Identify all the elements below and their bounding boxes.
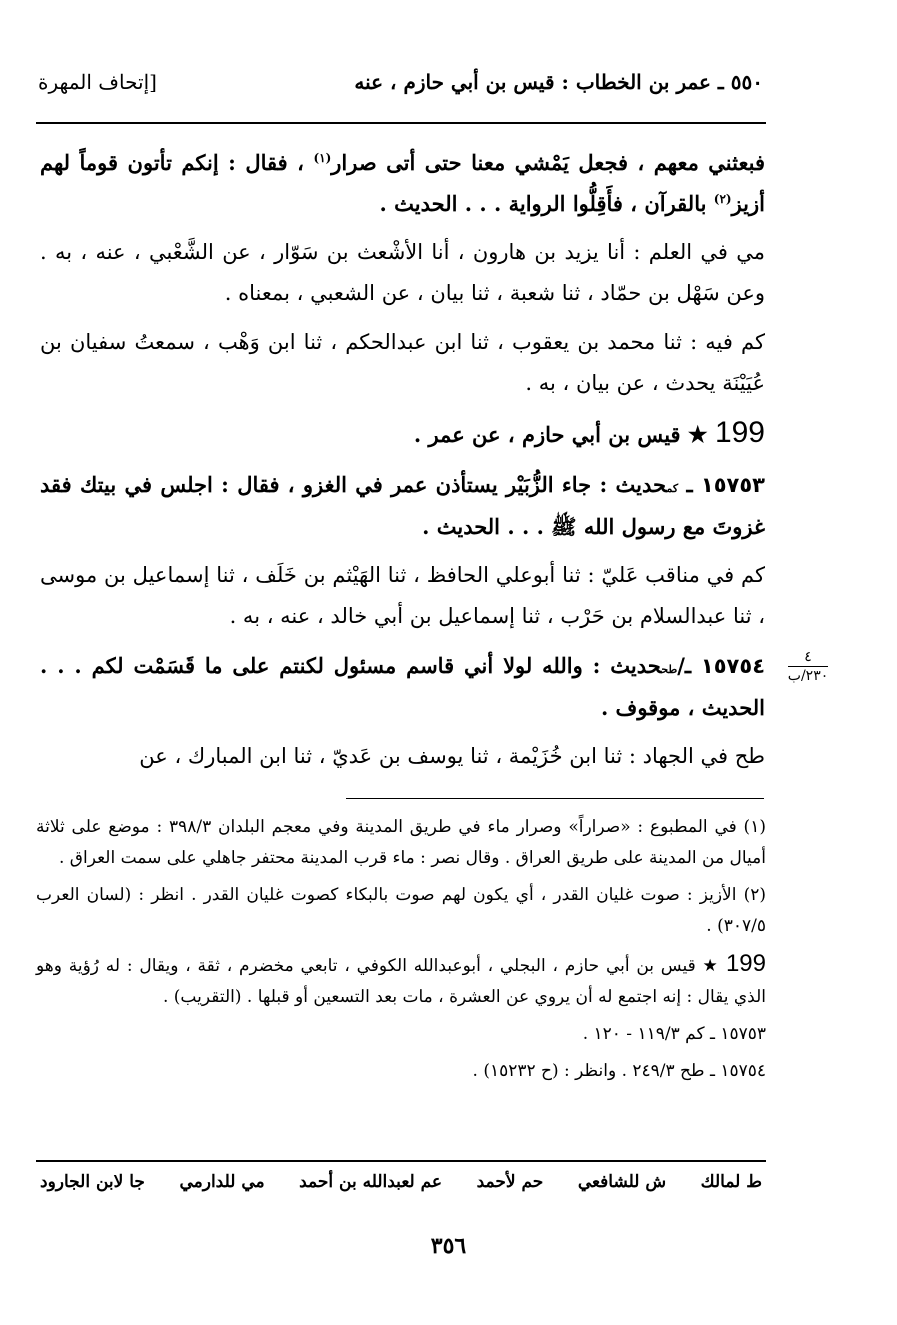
hadith-number: ١٥٧٥٣: [700, 473, 765, 497]
source-marker: طح: [661, 663, 678, 676]
margin-folio: ٢٣٠/ب: [787, 668, 829, 684]
margin-volume: ٤: [788, 648, 828, 667]
legend-item: عم لعبدالله بن أحمد: [299, 1172, 443, 1192]
book-name: [إتحاف المهرة: [38, 70, 157, 94]
hadith-15753: ١٥٧٥٣ ـ كمحديث : جاء الزُّبَيْر يستأذن عمر في الغزو ، فقال : اجلس في بيتك فقد غزوتَ مع رسول الله ﷺ . . . الحديث .: [40, 472, 765, 539]
footnote-ref-1: (١): [313, 151, 332, 165]
hadith-15754: ١٥٧٥٤ ـ/طححديث : والله لولا أني قاسم مسئول لكنتم على ما قَسَمْت لكم . . . الحديث ، موقوف .: [40, 653, 766, 720]
legend-item: جا لابن الجارود: [40, 1172, 145, 1192]
legend-item: مي للدارمي: [179, 1172, 265, 1192]
paragraph-1: فبعثني معهم ، فجعل يَمْشي معنا حتى أتى صرار$^{(١)}$ ، فقال : إنكم تأتون قوماً لهم أزيز$^{(٢)}$ بالقرآن ، فأَقِلُّوا الرواية . . . الحديث .: [40, 150, 765, 216]
legend-item: حم لأحمد: [476, 1172, 544, 1192]
page-number: ٣٥٦: [430, 1233, 467, 1259]
header-rule: [36, 122, 766, 124]
narrator-number: 199: [714, 416, 765, 449]
legend-rule: [36, 1160, 766, 1162]
running-title: ٥٥٠ ـ عمر بن الخطاب : قيس بن أبي حازم ، عنه: [354, 70, 763, 94]
heading-narrator: 199 ★ قيس بن أبي حازم ، عن عمر .: [413, 416, 765, 449]
page-header: [38, 70, 763, 106]
paragraph-3: كم فيه : ثنا محمد بن يعقوب ، ثنا ابن عبدالحكم ، ثنا ابن وَهْب ، سمعتُ سفيان بن عُيَيْنَة يحدث ، عن بيان ، به .: [40, 330, 765, 395]
footnote-2: (٢) الأزيز : صوت غليان القدر ، أي يكون لهم صوت بالبكاء كصوت غليان القدر . انظر : (لسان العرب ٣٠٧/٥) .: [36, 885, 766, 936]
source-marker: كم: [666, 482, 679, 495]
footnote-3: 199 ★ قيس بن أبي حازم ، البجلي ، أبوعبدالله الكوفي ، تابعي مخضرم ، ثقة ، ويقال : له رُؤية وهو الذي يقال : إنه اجتمع له أن يروي عن العشرة ، مات بعد التسعين أو قبلها . (التقريب) .: [36, 950, 766, 1007]
footnote-ref-2: (٢): [713, 192, 732, 206]
footnotes: [36, 812, 766, 1093]
paragraph-2: مي في العلم : أنا يزيد بن هارون ، أنا الأشْعث بن سَوّار ، عن الشَّعْبي ، عنه ، به . وعن سَهْل بن حمّاد ، ثنا شعبة ، ثنا بيان ، عن الشعبي ، بمعناه .: [40, 240, 765, 305]
narrator-number: 199: [725, 950, 766, 977]
margin-folio-note: [780, 648, 836, 685]
footnote-4: ١٥٧٥٣ ـ كم ١١٩/٣ - ١٢٠ .: [582, 1024, 766, 1044]
hadith-number: ١٥٧٥٤: [700, 654, 766, 678]
paragraph-4: كم في مناقب عَليّ : ثنا أبوعلي الحافظ ، ثنا الهَيْثم بن خَلَف ، ثنا إسماعيل بن موسى ، ثنا عبدالسلام بن حَرْب ، ثنا إسماعيل بن أبي خالد ، عنه ، به .: [40, 563, 765, 628]
paragraph-5: طح في الجهاد : ثنا ابن خُزَيْمة ، ثنا يوسف بن عَديّ ، ثنا ابن المبارك ، عن: [139, 744, 765, 768]
legend-item: ش للشافعي: [577, 1172, 667, 1192]
footnote-rule: [346, 798, 764, 799]
star-icon: ★: [687, 422, 708, 448]
footnote-1: (١) في المطبوع : «صراراً» وصرار ماء في طريق المدينة وفي معجم البلدان ٣٩٨/٣ : موضع على ثلاثة أميال من المدينة على طريق العراق . وقال نصر : ماء قرب المدينة محتفر جاهلي على سمت العراق .: [36, 817, 766, 868]
star-icon: ★: [702, 956, 720, 976]
legend-item: ط لمالك: [700, 1172, 762, 1192]
abbreviation-legend: [40, 1172, 762, 1192]
main-text: [40, 142, 765, 785]
footnote-5: ١٥٧٥٤ ـ طح ٢٤٩/٣ . وانظر : (ح ١٥٢٣٢) .: [472, 1061, 766, 1081]
